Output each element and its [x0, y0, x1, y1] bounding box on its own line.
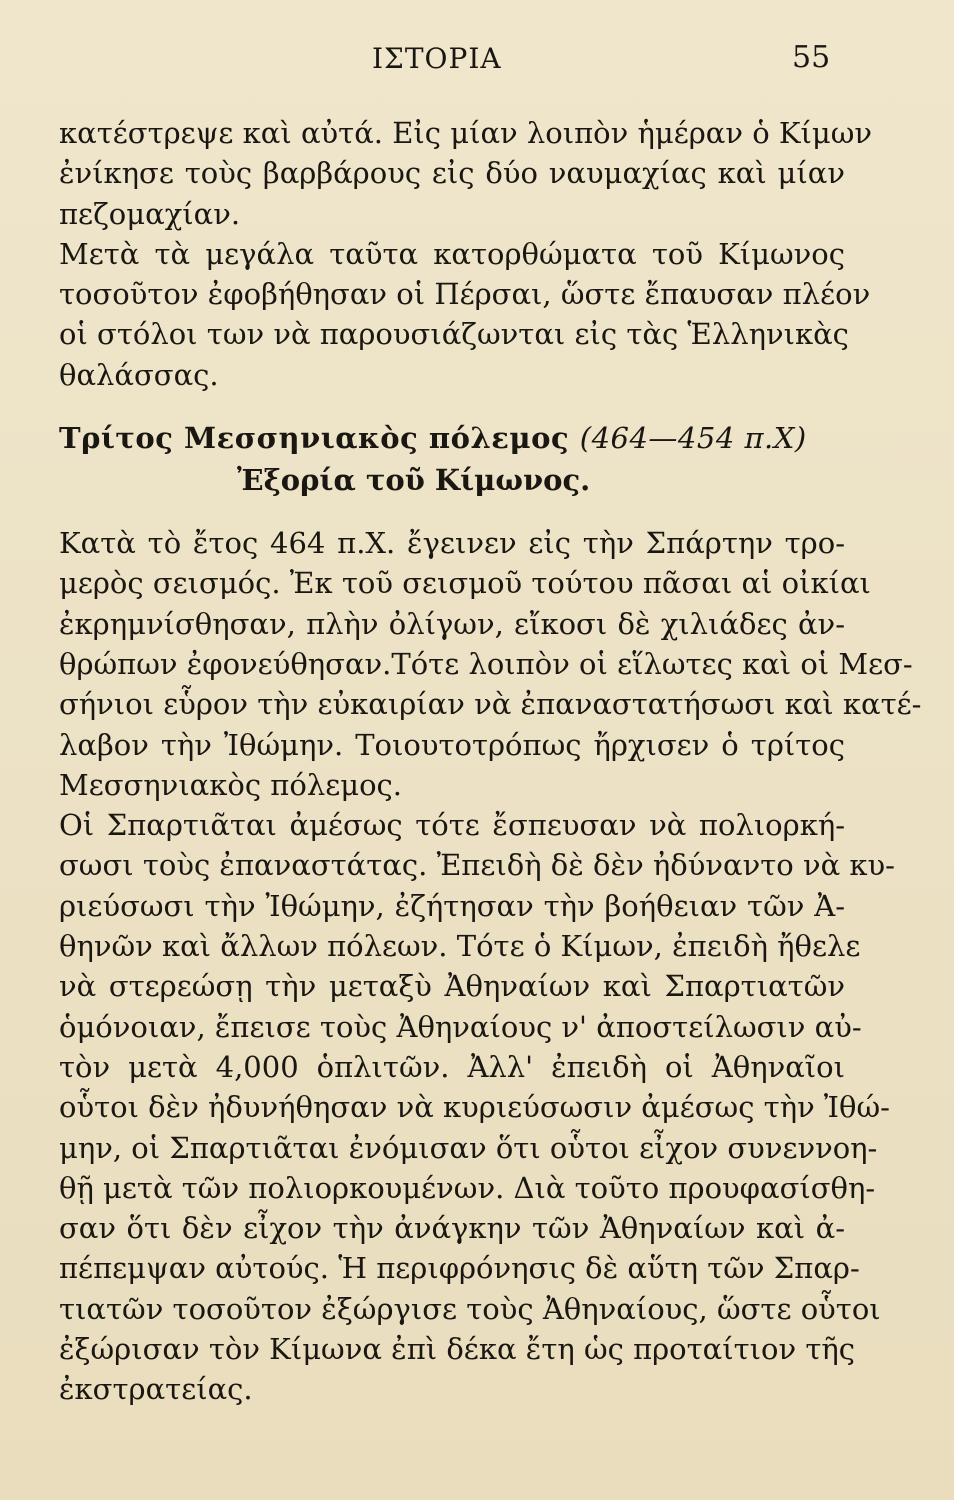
section-heading-dates: (464—454 π.Χ) — [579, 421, 807, 456]
text-line: μην, οἱ Σπαρτιᾶται ἐνόμισαν ὅτι οὗτοι εἶχον συνεννοη- — [59, 1130, 878, 1165]
text-line: οὗτοι δὲν ἠδυνήθησαν νὰ κυριεύσωσιν ἀμέσως τὴν Ἰθώ- — [59, 1090, 890, 1125]
section-spacer — [59, 501, 845, 523]
text-line: πεζομαχίαν. — [59, 196, 241, 231]
text-line: θῇ μετὰ τῶν πολιορκουμένων. Διὰ τοῦτο προυφασίσθη- — [59, 1170, 876, 1205]
text-line: πέπεμψαν αὐτούς. Ἡ περιφρόνησις δὲ αὕτη τῶν Σπαρ- — [59, 1251, 860, 1286]
text-line: νὰ στερεώσῃ τὴν μεταξὺ Ἀθηναίων καὶ Σπαρτιατῶν — [59, 969, 845, 1004]
text-line: ἐκστρατείας. — [59, 1372, 253, 1407]
text-line: σήνιοι εὗρον τὴν εὐκαιρίαν νὰ ἐπαναστατήσωσι καὶ κατέ- — [59, 687, 922, 722]
text-line: σαν ὅτι δὲν εἶχον τὴν ἀνάγκην τῶν Ἀθηναίων καὶ ἀ- — [59, 1211, 845, 1246]
text-line: ἐκρημνίσθησαν, πλὴν ὀλίγων, εἴκοσι δὲ χιλιάδες ἀν- — [59, 606, 845, 641]
text-line: θρώπων ἐφονεύθησαν.Τότε λοιπὸν οἱ εἵλωτες καὶ οἱ Μεσ- — [59, 646, 913, 681]
paragraph-2 — [59, 234, 871, 395]
text-line: λαβον τὴν Ἰθώμην. Τοιουτοτρόπως ἤρχισεν ὁ τρίτος — [59, 727, 845, 762]
text-line: οἱ στόλοι των νὰ παρουσιάζωνται εἰς τὰς Ἑλληνικὰς — [59, 317, 849, 352]
text-line: ριεύσωσι τὴν Ἰθώμην, ἐζήτησαν τὴν βοήθειαν τῶν Ἀ- — [59, 888, 845, 923]
text-line: θηνῶν καὶ ἄλλων πόλεων. Τότε ὁ Κίμων, ἐπειδὴ ἤθελε — [59, 929, 861, 964]
text-line: Μεσσηνιακὸς πόλεμος. — [59, 767, 403, 802]
text-line: κατέστρεψε καὶ αὐτά. Εἰς μίαν λοιπὸν ἡμέραν ὁ Κίμων — [59, 116, 873, 150]
text-line: ἐνίκησε τοὺς βαρβάρους εἰς δύο ναυμαχίας καὶ μίαν — [59, 156, 845, 191]
section-heading-title: Τρίτος Μεσσηνιακὸς πόλεμος — [59, 421, 570, 456]
text-line: ἐξώρισαν τὸν Κίμωνα ἐπὶ δέκα ἔτη ὡς προταίτιον τῆς — [59, 1332, 856, 1367]
paragraph-3 — [59, 523, 922, 805]
text-line: θαλάσσας. — [59, 357, 219, 392]
text-line: τὸν μετὰ 4,000 ὁπλιτῶν. Ἀλλ' ἐπειδὴ οἱ Ἀθηναῖοι — [59, 1049, 845, 1084]
body-text — [59, 113, 922, 1410]
text-line: μερὸς σεισμός. Ἐκ τοῦ σεισμοῦ τούτου πᾶσαι αἱ οἰκίαι — [59, 566, 871, 601]
text-line: Μετὰ τὰ μεγάλα ταῦτα κατορθώματα τοῦ Κίμωνος — [59, 236, 845, 271]
page-number: 55 — [792, 40, 831, 75]
text-line: τοσοῦτον ἐφοβήθησαν οἱ Πέρσαι, ὥστε ἔπαυσαν πλέον — [59, 277, 871, 312]
paragraph-4 — [59, 805, 895, 1409]
running-title: ΙΣΤΟΡΙΑ — [372, 42, 502, 75]
section-spacer — [59, 395, 845, 417]
text-line: ὁμόνοιαν, ἔπεισε τοὺς Ἀθηναίους ν' ἀποστείλωσιν αὐ- — [59, 1009, 862, 1044]
section-subheading: Ἐξορία τοῦ Κίμωνος. — [237, 463, 591, 498]
text-line: Οἱ Σπαρτιᾶται ἀμέσως τότε ἔσπευσαν νὰ πολιορκή- — [59, 808, 845, 843]
page-header — [0, 38, 954, 82]
text-line: Κατὰ τὸ ἔτος 464 π.Χ. ἔγεινεν εἰς τὴν Σπάρτην τρο- — [59, 526, 845, 561]
section-heading — [59, 417, 845, 459]
paragraph-1 — [59, 113, 873, 234]
text-line: σωσι τοὺς ἐπαναστάτας. Ἐπειδὴ δὲ δὲν ἠδύναντο νὰ κυ- — [59, 848, 895, 883]
text-line: τιατῶν τοσοῦτον ἐξώργισε τοὺς Ἀθηναίους, ὥστε οὗτοι — [59, 1291, 881, 1326]
